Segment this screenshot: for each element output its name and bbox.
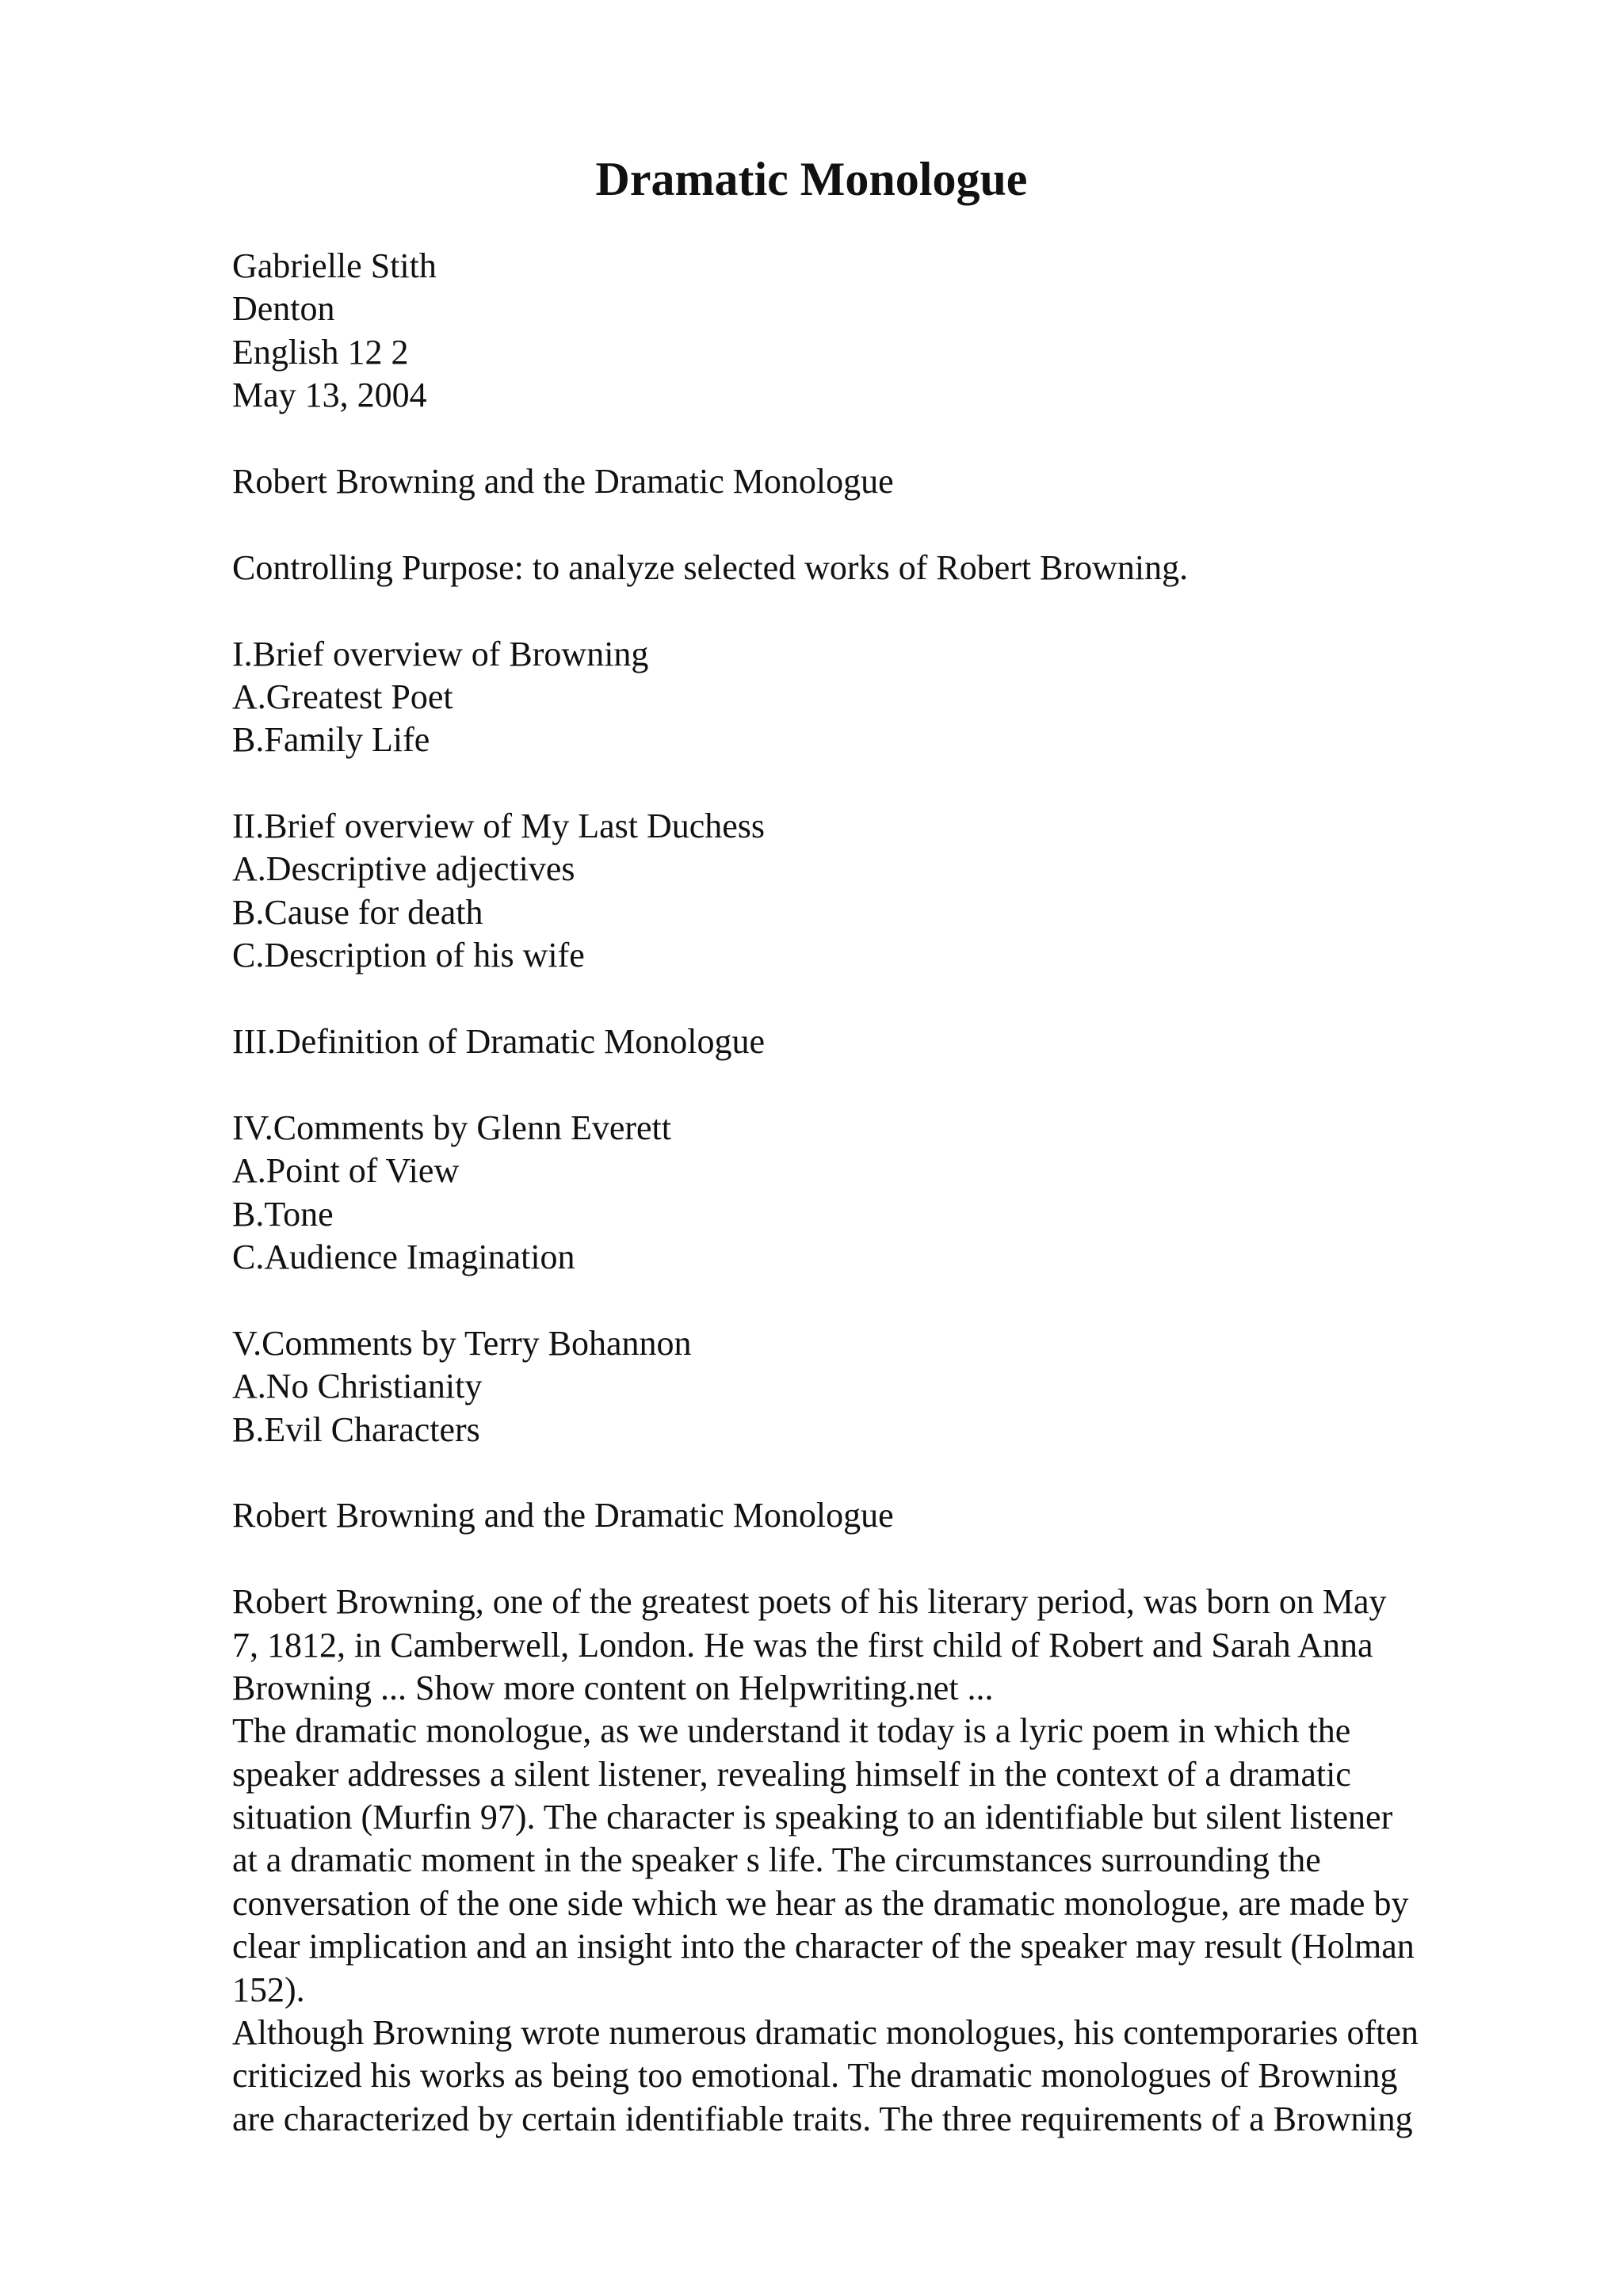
outline-item: A.Greatest Poet (232, 677, 453, 716)
spacer (232, 978, 1516, 1020)
body-line: 152). (232, 1970, 305, 2009)
controlling-purpose: Controlling Purpose: to analyze selected works of Robert Browning. (232, 547, 1189, 587)
outline-item: B.Evil Characters (232, 1409, 480, 1449)
outline-section-4 (232, 1107, 1516, 1280)
essay-title: Robert Browning and the Dramatic Monologue (232, 1496, 894, 1535)
body-line: are characterized by certain identifiable traits. The three requirements of a Browning (232, 2099, 1413, 2138)
outline-heading: I.Brief overview of Browning (232, 634, 649, 673)
outline-section-1 (232, 633, 1516, 762)
outline-heading: III.Definition of Dramatic Monologue (232, 1022, 766, 1062)
outline-item: C.Description of his wife (232, 936, 585, 975)
outline-section-2 (232, 805, 1516, 978)
body-line: at a dramatic moment in the speaker s life. The circumstances surrounding the (232, 1840, 1321, 1880)
spacer (232, 418, 1516, 460)
course-name: English 12 2 (232, 332, 409, 372)
outline-heading: V.Comments by Terry Bohannon (232, 1323, 692, 1363)
outline-item: B.Tone (232, 1194, 334, 1234)
outline-item: C.Audience Imagination (232, 1237, 575, 1276)
author-name: Gabrielle Stith (232, 246, 437, 285)
outline-heading: II.Brief overview of My Last Duchess (232, 807, 766, 846)
spacer (232, 1538, 1516, 1581)
body-line: The dramatic monologue, as we understand it today is a lyric poem in which the (232, 1711, 1351, 1751)
body-line: situation (Murfin 97). The character is speaking to an identifiable but silent listener (232, 1798, 1393, 1837)
outline-item: A.Descriptive adjectives (232, 849, 575, 889)
body-line: speaker addresses a silent listener, revealing himself in the context of a dramatic (232, 1754, 1351, 1794)
spacer (232, 503, 1516, 546)
spacer (232, 1063, 1516, 1106)
outline-item: B.Family Life (232, 720, 430, 760)
outline-section-5 (232, 1322, 1516, 1451)
outline-item: A.Point of View (232, 1151, 460, 1191)
outline-title: Robert Browning and the Dramatic Monologue (232, 461, 894, 501)
body-line: 7, 1812, in Camberwell, London. He was the first child of Robert and Sarah Anna (232, 1625, 1373, 1665)
document-body (232, 245, 1516, 2141)
spacer (232, 762, 1516, 805)
document-date: May 13, 2004 (232, 376, 427, 415)
teacher-name: Denton (232, 289, 335, 329)
body-line: Robert Browning, one of the greatest poets of his literary period, was born on May (232, 1582, 1387, 1622)
header-block (232, 245, 1516, 418)
outline-item: A.No Christianity (232, 1367, 483, 1406)
outline-item: B.Cause for death (232, 892, 483, 932)
body-line: clear implication and an insight into the character of the speaker may result (Holman (232, 1927, 1415, 1966)
spacer (232, 1451, 1516, 1494)
body-line: Although Browning wrote numerous dramatic monologues, his contemporaries often (232, 2013, 1419, 2053)
spacer (232, 1279, 1516, 1322)
essay-body (232, 1581, 1516, 2141)
body-line: Browning ... Show more content on Helpwriting.net ... (232, 1668, 994, 1707)
document-title: Dramatic Monologue (595, 153, 1028, 205)
body-line: criticized his works as being too emotional. The dramatic monologues of Browning (232, 2056, 1398, 2096)
outline-heading: IV.Comments by Glenn Everett (232, 1108, 671, 1147)
spacer (232, 589, 1516, 632)
body-line: conversation of the one side which we hear as the dramatic monologue, are made by (232, 1883, 1409, 1923)
outline-section-3 (232, 1020, 1516, 1063)
